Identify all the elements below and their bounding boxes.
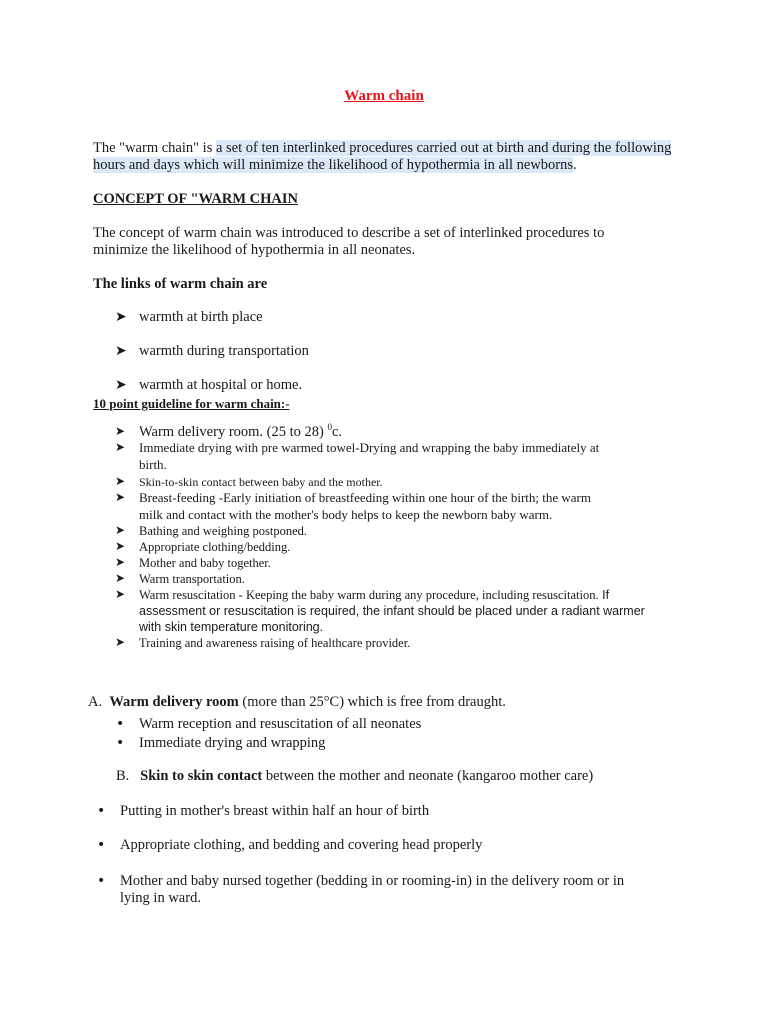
concept-heading: CONCEPT OF "WARM CHAIN: [93, 191, 299, 207]
section-a-marker: A.: [88, 694, 103, 710]
section-b-line: [116, 768, 593, 785]
arrowhead-bullet-icon: ➤: [115, 440, 126, 454]
guideline-item-7: Mother and baby together.: [139, 556, 271, 570]
section-a-line: [88, 694, 506, 711]
arrowhead-bullet-icon: ➤: [115, 571, 126, 585]
links-item-3: warmth at hospital or home.: [139, 377, 303, 393]
links-heading: The links of warm chain are: [93, 276, 268, 292]
intro-highlight-2: hours and days which will minimize the likelihood of hypothermia in all newborns: [93, 157, 574, 173]
links-item-2: warmth during transportation: [139, 343, 309, 359]
final-bullet-2: Appropriate clothing, and bedding and covering head properly: [120, 837, 483, 853]
dot-bullet-icon: •: [97, 837, 106, 853]
dot-bullet-icon: •: [116, 716, 125, 732]
document-title: Warm chain: [344, 88, 424, 104]
guideline-heading: 10 point guideline for warm chain:-: [93, 396, 290, 411]
arrowhead-bullet-icon: ➤: [115, 523, 126, 537]
dot-bullet-icon: •: [116, 735, 125, 751]
arrowhead-bullet-icon: ➤: [115, 555, 126, 569]
guideline-item-10: Training and awareness raising of healthcare provider.: [139, 636, 411, 650]
guideline-item-9-line1: [139, 587, 609, 603]
arrowhead-bullet-icon: ➤: [115, 490, 126, 504]
section-b-rest: between the mother and neonate (kangaroo mother care): [262, 768, 594, 784]
guideline-item-1-text: Warm delivery room. (25 to 28): [139, 424, 328, 440]
arrowhead-bullet-icon: ➤: [115, 343, 127, 359]
final-bullet-3-line1: Mother and baby nursed together (bedding in or rooming-in) in the delivery room or in: [120, 873, 625, 889]
guideline-item-9-line2: assessment or resuscitation is required, the infant should be placed under a radiant warmer: [139, 604, 645, 618]
guideline-item-5: Bathing and weighing postponed.: [139, 524, 308, 538]
section-a-rest: (more than 25°C) which is free from draught.: [238, 694, 506, 710]
concept-line2: minimize the likelihood of hypothermia in all neonates.: [93, 242, 416, 258]
guideline-item-2-line1: Immediate drying with pre warmed towel-Drying and wrapping the baby immediately at: [139, 440, 600, 455]
intro-paragraph-line1: [93, 140, 671, 157]
guideline-item-2-line2: birth.: [139, 457, 167, 472]
guideline-item-1: [139, 424, 342, 441]
dot-bullet-icon: •: [97, 873, 106, 889]
dot-bullet-icon: •: [97, 803, 106, 819]
section-b-marker: B.: [116, 768, 130, 784]
arrowhead-bullet-icon: ➤: [115, 635, 126, 649]
section-a-bullet-1: Warm reception and resuscitation of all neonates: [139, 716, 422, 732]
guideline-item-9-line3: with skin temperature monitoring.: [139, 620, 324, 634]
guideline-item-4-line1: Breast-feeding -Early initiation of breastfeeding within one hour of the birth; the warm: [139, 490, 591, 505]
intro-paragraph-line2: [93, 157, 577, 174]
arrowhead-bullet-icon: ➤: [115, 377, 127, 393]
guideline-item-1-end: c.: [332, 424, 343, 440]
section-b-bold: Skin to skin contact: [140, 768, 263, 784]
final-bullet-3-line2: lying in ward.: [120, 890, 201, 906]
guideline-item-6: Appropriate clothing/bedding.: [139, 540, 291, 554]
degree-sup: 0: [327, 422, 332, 432]
guideline-item-4-line2: milk and contact with the mother's body helps to keep the newborn baby warm.: [139, 507, 553, 522]
guideline-item-8: Warm transportation.: [139, 572, 245, 586]
arrowhead-bullet-icon: ➤: [115, 539, 126, 553]
guideline-item-9-a: Warm resuscitation - Keeping the baby warm during any procedure, including resuscitation.: [139, 588, 599, 602]
intro-highlight-1: a set of ten interlinked procedures carried out at birth and during the following: [215, 140, 672, 156]
links-item-1: warmth at birth place: [139, 309, 263, 325]
guideline-item-3: Skin-to-skin contact between baby and the mother.: [139, 475, 383, 489]
arrowhead-bullet-icon: ➤: [115, 309, 127, 325]
concept-line1: The concept of warm chain was introduced to describe a set of interlinked procedures to: [93, 225, 605, 241]
section-a-bullet-2: Immediate drying and wrapping: [139, 735, 326, 751]
arrowhead-bullet-icon: ➤: [115, 587, 126, 601]
section-a-bold: Warm delivery room: [109, 694, 239, 710]
arrowhead-bullet-icon: ➤: [115, 424, 126, 438]
final-bullet-1: Putting in mother's breast within half an hour of birth: [120, 803, 430, 819]
arrowhead-bullet-icon: ➤: [115, 474, 126, 488]
intro-suffix: .: [573, 157, 577, 173]
intro-prefix: The "warm chain" is: [93, 140, 216, 156]
guideline-item-9-b: If: [598, 588, 610, 602]
